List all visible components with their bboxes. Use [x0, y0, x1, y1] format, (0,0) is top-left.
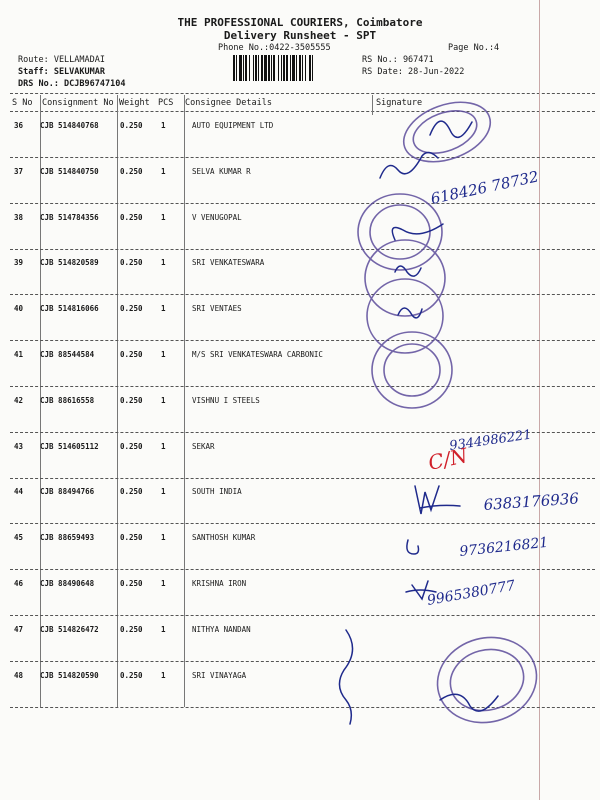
row-consignment-no: CJB 514840768 — [40, 121, 99, 130]
row-weight: 0.250 — [120, 212, 143, 222]
handwritten-number: 618426 78732 — [429, 167, 541, 208]
signature — [395, 266, 421, 276]
barcode-bar — [299, 55, 301, 81]
barcode-bar — [309, 55, 311, 81]
row-consignee: KRISHNA IRON — [192, 579, 247, 588]
stamp — [428, 626, 546, 733]
stamp — [370, 205, 430, 259]
row-pcs: 1 — [161, 212, 166, 222]
row-divider — [10, 386, 595, 387]
barcode-bar — [261, 55, 263, 81]
row-pcs: 1 — [161, 441, 166, 451]
barcode-bar — [243, 55, 244, 81]
barcode-bar — [264, 55, 267, 81]
row-sno: 46 — [14, 579, 24, 588]
signature — [406, 581, 436, 599]
row-weight: 0.250 — [120, 670, 143, 680]
barcode-bar — [305, 55, 306, 81]
signature — [392, 224, 443, 240]
row-sno: 42 — [14, 395, 24, 405]
row-pcs: 1 — [161, 487, 166, 497]
row-weight: 0.250 — [120, 441, 143, 451]
row-sno: 41 — [14, 350, 24, 359]
route: Route: VELLAMADAI — [18, 55, 105, 65]
company-title: THE PROFESSIONAL COURIERS, Coimbatore — [177, 16, 423, 29]
row-divider — [10, 203, 595, 204]
col-divider — [372, 95, 373, 115]
col-weight: Weight — [119, 98, 150, 108]
row-consignment-no: CJB 514816066 — [40, 304, 99, 314]
row-divider — [10, 661, 595, 662]
row-pcs: 1 — [161, 258, 166, 268]
rs-number: RS No.: 967471 — [362, 55, 434, 65]
row-consignee: SANTHOSH KUMAR — [192, 533, 256, 543]
row-divider — [10, 478, 595, 479]
row-consignee: SELVA KUMAR R — [192, 166, 251, 176]
row-divider — [10, 569, 595, 570]
handwritten-number: 9344986221 — [448, 427, 533, 454]
rs-date: RS Date: 28-Jun-2022 — [362, 67, 465, 77]
col-consignment: Consignment No — [42, 98, 114, 108]
barcode-bar — [236, 55, 237, 81]
handwritten-number: 6383176936 — [483, 489, 580, 514]
row-pcs: 1 — [161, 579, 166, 588]
row-pcs: 1 — [161, 350, 166, 359]
barcode-bar — [296, 55, 297, 81]
barcode-bar — [253, 55, 254, 81]
barcode-bar — [312, 55, 313, 81]
row-weight: 0.250 — [120, 258, 143, 268]
row-weight: 0.250 — [120, 304, 143, 314]
barcode-bar — [281, 55, 282, 81]
row-consignment-no: CJB 88616558 — [40, 395, 95, 405]
phone-number: Phone No.:0422-3505555 — [218, 43, 331, 53]
barcode-bar — [268, 55, 270, 81]
row-divider — [10, 294, 595, 295]
col-pcs: PCS — [158, 98, 174, 108]
row-consignee: SRI VINAYAGA — [192, 670, 247, 680]
row-weight: 0.250 — [120, 350, 143, 359]
col-signature: Signature — [376, 98, 423, 108]
signature — [415, 486, 460, 514]
stamp — [358, 194, 442, 270]
header-rule-top — [10, 93, 595, 94]
stamp — [365, 240, 445, 316]
row-divider — [10, 615, 595, 616]
row-weight: 0.250 — [120, 395, 143, 405]
stamp — [367, 279, 443, 353]
row-consignee: V VENUGOPAL — [192, 212, 242, 222]
signature — [407, 540, 419, 554]
row-sno: 40 — [14, 304, 24, 314]
row-consignee: M/S SRI VENKATESWARA CARBONIC — [192, 350, 323, 359]
margin-line — [539, 0, 540, 800]
row-sno: 37 — [14, 166, 24, 176]
row-consignee: AUTO EQUIPMENT LTD — [192, 121, 274, 130]
barcode — [232, 55, 356, 81]
row-weight: 0.250 — [120, 579, 143, 588]
row-divider — [10, 523, 595, 524]
row-consignee: VISHNU I STEELS — [192, 395, 260, 405]
row-divider — [10, 340, 595, 341]
barcode-bar — [273, 55, 275, 81]
row-sno: 43 — [14, 441, 24, 451]
row-sno: 39 — [14, 258, 24, 268]
page-number: Page No.:4 — [448, 43, 500, 53]
row-consignee: SEKAR — [192, 441, 215, 451]
barcode-bar — [258, 55, 259, 81]
row-sno: 45 — [14, 533, 24, 543]
barcode-bar — [286, 55, 288, 81]
barcode-bar — [249, 55, 250, 81]
row-weight: 0.250 — [120, 624, 143, 634]
runsheet-subtitle: Delivery Runsheet - SPT — [223, 29, 377, 42]
handwritten-number: 9736216821 — [458, 534, 550, 560]
drs-number: DRS No.: DCJB96747104 — [18, 79, 126, 89]
barcode-bar — [290, 55, 291, 81]
col-consignee: Consignee Details — [185, 98, 272, 108]
stamp — [372, 332, 452, 408]
row-divider — [10, 432, 595, 433]
row-consignment-no: CJB 88544584 — [40, 350, 95, 359]
row-divider — [10, 249, 595, 250]
handwritten-cn-mark: C/N — [426, 443, 470, 475]
row-pcs: 1 — [161, 304, 166, 314]
row-consignment-no: CJB 514605112 — [40, 441, 99, 451]
row-weight: 0.250 — [120, 487, 143, 497]
staff: Staff: SELVAKUMAR — [18, 67, 105, 77]
row-consignment-no: CJB 514820589 — [40, 258, 99, 268]
row-sno: 36 — [14, 121, 24, 130]
barcode-bar — [271, 55, 272, 81]
barcode-bar — [302, 55, 303, 81]
row-pcs: 1 — [161, 395, 166, 405]
header-rule-bottom — [10, 111, 595, 112]
row-sno: 44 — [14, 487, 24, 497]
row-consignee: SOUTH INDIA — [192, 487, 242, 497]
row-weight: 0.250 — [120, 121, 143, 130]
signature — [440, 694, 498, 711]
row-consignment-no: CJB 88659493 — [40, 533, 95, 543]
row-divider — [10, 707, 595, 708]
row-consignment-no: CJB 514826472 — [40, 624, 99, 634]
row-pcs: 1 — [161, 533, 166, 543]
row-consignment-no: CJB 88494766 — [40, 487, 95, 497]
row-pcs: 1 — [161, 670, 166, 680]
handwritten-number: 9965380777 — [425, 577, 517, 609]
row-consignee: NITHYA NANDAN — [192, 624, 251, 634]
barcode-bar — [239, 55, 242, 81]
row-consignment-no: CJB 88490648 — [40, 579, 95, 588]
barcode-bar — [245, 55, 247, 81]
row-sno: 48 — [14, 670, 24, 680]
row-pcs: 1 — [161, 121, 166, 130]
row-divider — [10, 157, 595, 158]
signature — [430, 121, 472, 137]
row-consignment-no: CJB 514820590 — [40, 670, 99, 680]
stamp — [384, 344, 440, 396]
row-consignee: SRI VENTAES — [192, 304, 242, 314]
col-sno: S No — [12, 98, 33, 108]
barcode-bar — [233, 55, 235, 81]
barcode-bar — [278, 55, 279, 81]
row-sno: 38 — [14, 212, 24, 222]
barcode-bar — [283, 55, 285, 81]
row-consignment-no: CJB 514784356 — [40, 212, 99, 222]
row-consignee: SRI VENKATESWARA — [192, 258, 265, 268]
barcode-bar — [292, 55, 295, 81]
row-weight: 0.250 — [120, 166, 143, 176]
signature — [398, 308, 422, 318]
row-sno: 47 — [14, 624, 24, 634]
signature — [339, 630, 352, 724]
row-pcs: 1 — [161, 624, 166, 634]
barcode-bar — [255, 55, 257, 81]
row-pcs: 1 — [161, 166, 166, 176]
row-consignment-no: CJB 514840750 — [40, 166, 99, 176]
row-weight: 0.250 — [120, 533, 143, 543]
